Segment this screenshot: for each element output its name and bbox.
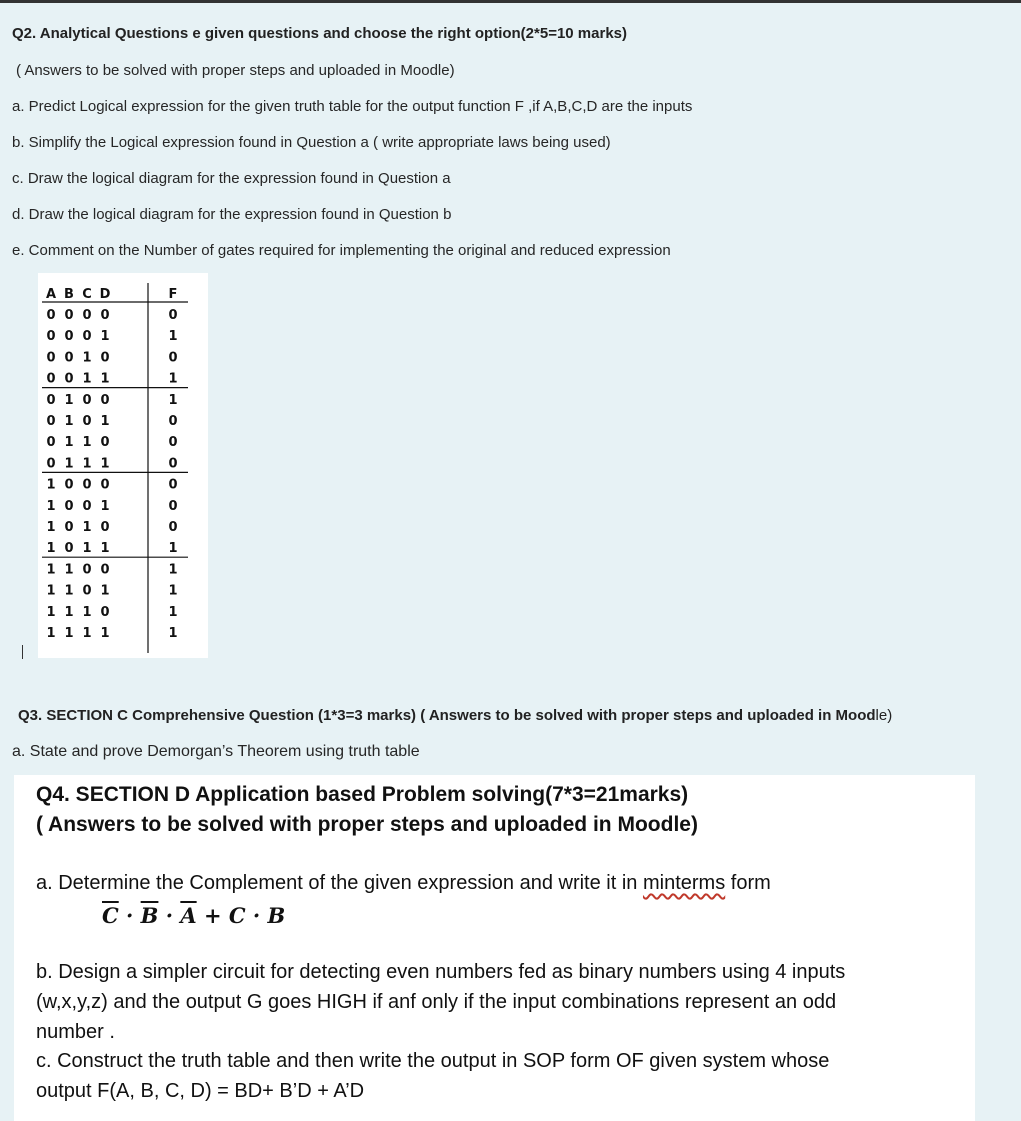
q4-heading: Q4. SECTION D Application based Problem solving(7*3=21marks): [36, 783, 689, 806]
truth-table-cell: 0: [64, 477, 74, 493]
truth-table-cell: 1: [82, 520, 92, 535]
truth-table-cell: 0: [168, 520, 178, 535]
truth-table-cell: 0: [64, 520, 74, 535]
q4-item-c-line2: output F(A, B, C, D) = BD+ B’D + A’D: [36, 1080, 365, 1102]
truth-table-cell: 0: [168, 477, 178, 493]
truth-table-cell: 0: [100, 350, 110, 366]
truth-table-cell: 1: [64, 583, 74, 599]
truth-table-cell: 0: [100, 562, 110, 578]
truth-table-cell: 1: [168, 562, 178, 578]
truth-table-cell: 0: [46, 456, 56, 472]
truth-table-cell: 1: [82, 626, 92, 641]
truth-table-cell: 1: [82, 350, 92, 366]
truth-table-header: B: [64, 287, 74, 302]
truth-table-cell: 0: [168, 456, 178, 472]
truth-table-cell: 1: [46, 626, 56, 641]
q3-title: [18, 707, 892, 724]
truth-table-cell: 1: [168, 371, 178, 387]
truth-table-cell: 1: [82, 541, 92, 557]
truth-table-cell: 0: [46, 392, 56, 408]
q2-title: Q2. Analytical Questions e given questions and choose the right option(2*5=10 marks): [12, 25, 628, 42]
truth-table-cell: 0: [64, 350, 74, 366]
truth-table-header: D: [99, 287, 111, 302]
truth-table-cell: 1: [46, 562, 56, 578]
truth-table-header: F: [168, 287, 178, 302]
text-cursor: [22, 645, 23, 659]
truth-table-cell: 1: [168, 392, 178, 408]
truth-table-cell: 1: [100, 583, 110, 599]
q2-item-e: e. Comment on the Number of gates required for implementing the original and reduced expression: [12, 242, 671, 259]
truth-table-header: A: [45, 287, 57, 302]
truth-table-cell: 0: [100, 520, 110, 535]
truth-table-cell: 0: [168, 350, 178, 366]
truth-table-cell: 0: [82, 329, 92, 345]
truth-table-cell: 1: [168, 541, 178, 557]
truth-table-cell: 0: [46, 414, 56, 429]
truth-table-cell: 1: [46, 520, 56, 535]
truth-table: [38, 273, 208, 658]
truth-table-cell: 0: [64, 308, 74, 323]
truth-table-cell: 1: [46, 477, 56, 493]
q4-a-tail: form: [725, 872, 771, 894]
expr-dot: ·: [158, 903, 181, 928]
truth-table-cell: 1: [64, 456, 74, 472]
q4-item-b-line3: number .: [36, 1021, 115, 1043]
truth-table-cell: 1: [46, 583, 56, 599]
truth-table-cell: 1: [168, 583, 178, 599]
truth-table-cell: 0: [82, 498, 92, 514]
truth-table-cell: 1: [82, 371, 92, 387]
truth-table-cell: 1: [100, 541, 110, 557]
truth-table-cell: 0: [168, 414, 178, 429]
truth-table-cell: 1: [64, 435, 74, 451]
q2-item-d: d. Draw the logical diagram for the expression found in Question b: [12, 206, 452, 223]
truth-table-cell: 0: [82, 477, 92, 493]
truth-table-cell: 1: [82, 456, 92, 472]
q3-item-a: a. State and prove Demorgan’s Theorem using truth table: [12, 743, 420, 760]
truth-table-cell: 1: [64, 414, 74, 429]
truth-table-cell: 1: [100, 329, 110, 345]
truth-table-cell: 1: [168, 604, 178, 620]
minterms-word: minterms: [642, 872, 726, 894]
truth-table-cell: 1: [100, 456, 110, 472]
expr-b-bar: $\overline{B}$: [140, 903, 159, 928]
truth-table-cell: 0: [64, 371, 74, 387]
expr-a-bar: $\overline{A}$: [180, 903, 197, 928]
truth-table-cell: 0: [82, 308, 92, 323]
truth-table-cell: 1: [168, 329, 178, 345]
truth-table-cell: 0: [82, 392, 92, 408]
truth-table-header: C: [82, 287, 92, 302]
q2-item-b: b. Simplify the Logical expression found in Question a ( write appropriate laws being used): [12, 134, 611, 151]
truth-table-image: [38, 273, 208, 658]
q4-item-a: [36, 872, 771, 895]
q4-item-c-line1: c. Construct the truth table and then write the output in SOP form OF given system whose: [36, 1050, 830, 1072]
truth-table-cell: 0: [168, 498, 178, 514]
truth-table-cell: 0: [100, 308, 110, 323]
q4-section-image: [14, 775, 975, 1121]
truth-table-cell: 1: [82, 435, 92, 451]
truth-table-cell: 1: [64, 604, 74, 620]
truth-table-cell: 0: [82, 562, 92, 578]
truth-table-cell: 0: [168, 308, 178, 323]
q4-item-b-line2: (w,x,y,z) and the output G goes HIGH if anf only if the input combinations represent an odd: [36, 991, 837, 1013]
truth-table-cell: 1: [46, 604, 56, 620]
truth-table-cell: 0: [64, 329, 74, 345]
q3-title-bold: Q3. SECTION C Comprehensive Question (1*3=3 marks) ( Answers to be solved with proper steps and uploaded in Mood: [18, 707, 876, 724]
truth-table-cell: 0: [100, 435, 110, 451]
truth-table-cell: 0: [46, 371, 56, 387]
truth-table-cell: 0: [64, 498, 74, 514]
truth-table-cell: 0: [82, 414, 92, 429]
truth-table-cell: 0: [168, 435, 178, 451]
q2-item-a: a. Predict Logical expression for the given truth table for the output function F ,if A,B,C,D are the inputs: [12, 98, 693, 115]
q2-note: ( Answers to be solved with proper steps and uploaded in Moodle): [16, 62, 455, 79]
q4-subheading: ( Answers to be solved with proper steps and uploaded in Moodle): [36, 813, 698, 836]
expr-c-bar: $\overline{C}$: [102, 903, 119, 928]
truth-table-cell: 0: [100, 392, 110, 408]
truth-table-cell: 0: [64, 541, 74, 557]
truth-table-cell: 0: [100, 477, 110, 493]
q3-title-tail: le): [875, 707, 893, 724]
truth-table-cell: 0: [46, 308, 56, 323]
truth-table-cell: 1: [168, 626, 178, 641]
truth-table-cell: 1: [46, 498, 56, 514]
truth-table-cell: 1: [64, 562, 74, 578]
truth-table-cell: 1: [46, 541, 56, 557]
truth-table-cell: 1: [64, 392, 74, 408]
q2-item-c: c. Draw the logical diagram for the expression found in Question a: [12, 170, 451, 187]
truth-table-cell: 1: [64, 626, 74, 641]
truth-table-cell: 1: [82, 604, 92, 620]
truth-table-cell: 1: [100, 626, 110, 641]
q4-a-text: a. Determine the Complement of the given expression and write it in: [36, 872, 643, 894]
expr-dot: ·: [118, 903, 141, 928]
top-border: [0, 0, 1021, 3]
truth-table-cell: 0: [100, 604, 110, 620]
q4-item-b-line1: b. Design a simpler circuit for detecting even numbers fed as binary numbers using 4 inputs: [36, 961, 846, 983]
truth-table-cell: 0: [46, 329, 56, 345]
truth-table-cell: 0: [82, 583, 92, 599]
boolean-expression: [102, 903, 285, 928]
truth-table-cell: 1: [100, 414, 110, 429]
truth-table-cell: 1: [100, 498, 110, 514]
truth-table-cell: 0: [46, 350, 56, 366]
truth-table-cell: 0: [46, 435, 56, 451]
expr-tail: + C · B: [196, 903, 286, 928]
truth-table-cell: 1: [100, 371, 110, 387]
